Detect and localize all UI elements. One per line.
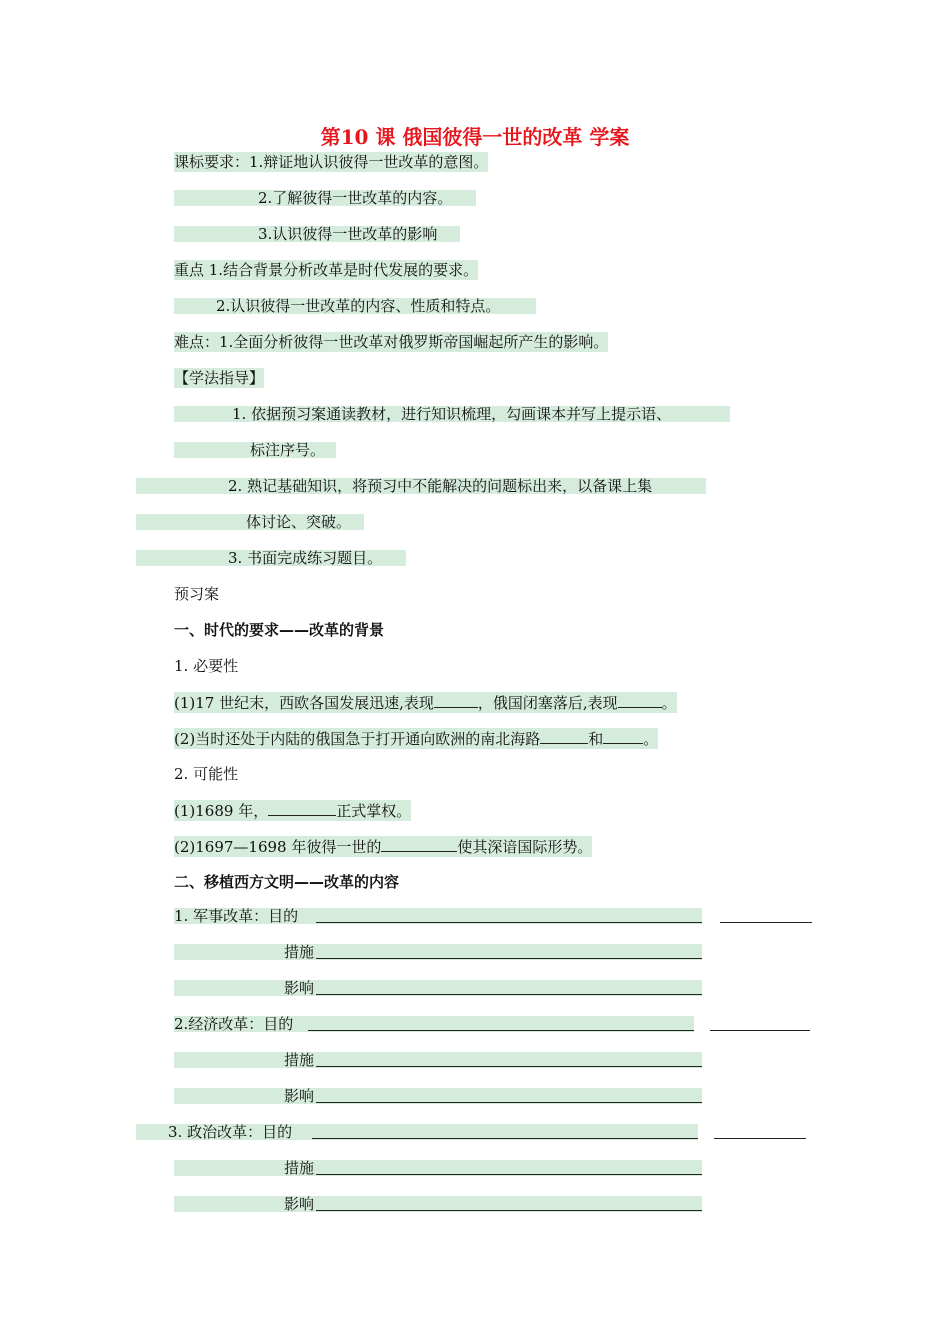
military-impact-blank[interactable] — [316, 979, 702, 995]
objective-line-3: 3.认识彼得一世改革的影响 — [258, 225, 438, 243]
economic-purpose-blank-extra[interactable] — [710, 1015, 810, 1031]
key-point-line-1: 重点 1.结合背景分析改革是时代发展的要求。 — [174, 261, 479, 279]
study-guide-heading: 【学法指导】 — [174, 369, 265, 387]
study-guide-item-1b: 标注序号。 — [250, 441, 326, 459]
preview-label: 预习案 — [174, 585, 220, 603]
q1-text-b: ，俄国闭塞落后,表现 — [477, 694, 618, 712]
military-measures-label: 措施 — [284, 943, 315, 961]
study-guide-item-3: 3. 书面完成练习题目。 — [228, 549, 383, 567]
military-reform-label: 1. 军事改革：目的 — [174, 907, 299, 925]
answer-blank[interactable] — [618, 692, 662, 708]
political-purpose-blank-extra[interactable] — [714, 1123, 806, 1139]
section-1-heading: 一、时代的要求——改革的背景 — [174, 621, 385, 639]
q1-text-c: 。 — [661, 694, 677, 712]
answer-blank[interactable] — [540, 728, 588, 744]
study-guide-item-2b: 体讨论、突破。 — [246, 513, 352, 531]
political-measures-label: 措施 — [284, 1159, 315, 1177]
p1-text-a: (1)1689 年， — [174, 802, 269, 820]
q2-text-a: (2)当时还处于内陆的俄国急于打开通向欧洲的南北海路 — [174, 730, 541, 748]
q2-text-c: 。 — [643, 730, 659, 748]
answer-blank[interactable] — [381, 836, 457, 852]
page-title: 第10 课 俄国彼得一世的改革 学案 — [320, 125, 630, 149]
difficulty-line: 难点：1.全面分析彼得一世改革对俄罗斯帝国崛起所产生的影响。 — [174, 333, 609, 351]
q2-text-b: 和 — [588, 730, 604, 748]
economic-impact-label: 影响 — [284, 1087, 315, 1105]
political-impact-blank[interactable] — [316, 1195, 702, 1211]
answer-blank[interactable] — [434, 692, 478, 708]
q1-text-a: (1)17 世纪末，西欧各国发展迅速,表现 — [174, 694, 434, 712]
answer-blank[interactable] — [603, 728, 643, 744]
military-measures-blank[interactable] — [316, 943, 702, 959]
answer-blank[interactable] — [268, 800, 336, 816]
possibility-question-1 — [174, 800, 411, 821]
key-point-line-2: 2.认识彼得一世改革的内容、性质和特点。 — [216, 297, 501, 315]
political-purpose-blank[interactable] — [312, 1123, 698, 1139]
economic-impact-blank[interactable] — [316, 1087, 702, 1103]
objective-line-1: 课标要求：1.辩证地认识彼得一世改革的意图。 — [174, 153, 489, 171]
study-guide-item-2a: 2. 熟记基础知识，将预习中不能解决的问题标出来，以备课上集 — [228, 477, 653, 495]
section-2-heading: 二、移植西方文明——改革的内容 — [174, 873, 400, 891]
military-impact-label: 影响 — [284, 979, 315, 997]
economic-measures-label: 措施 — [284, 1051, 315, 1069]
political-reform-label: 3. 政治改革：目的 — [168, 1123, 293, 1141]
possibility-label: 2. 可能性 — [174, 765, 239, 783]
p1-text-b: 正式掌权。 — [336, 802, 412, 820]
economic-measures-blank[interactable] — [316, 1051, 702, 1067]
political-measures-blank[interactable] — [316, 1159, 702, 1175]
background-question-1 — [174, 692, 677, 713]
economic-reform-label: 2.经济改革：目的 — [174, 1015, 294, 1033]
military-purpose-blank-extra[interactable] — [720, 907, 812, 923]
necessity-label: 1. 必要性 — [174, 657, 239, 675]
p2-text-a: (2)1697—1698 年彼得一世的 — [174, 838, 382, 856]
study-guide-item-1a: 1. 依据预习案通读教材，进行知识梳理，勾画课本并写上提示语、 — [232, 405, 672, 423]
background-question-2 — [174, 728, 658, 749]
military-purpose-blank[interactable] — [316, 907, 702, 923]
economic-purpose-blank[interactable] — [308, 1015, 694, 1031]
objective-line-2: 2.了解彼得一世改革的内容。 — [258, 189, 453, 207]
p2-text-b: 使其深谙国际形势。 — [457, 838, 593, 856]
possibility-question-2 — [174, 836, 592, 857]
political-impact-label: 影响 — [284, 1195, 315, 1213]
